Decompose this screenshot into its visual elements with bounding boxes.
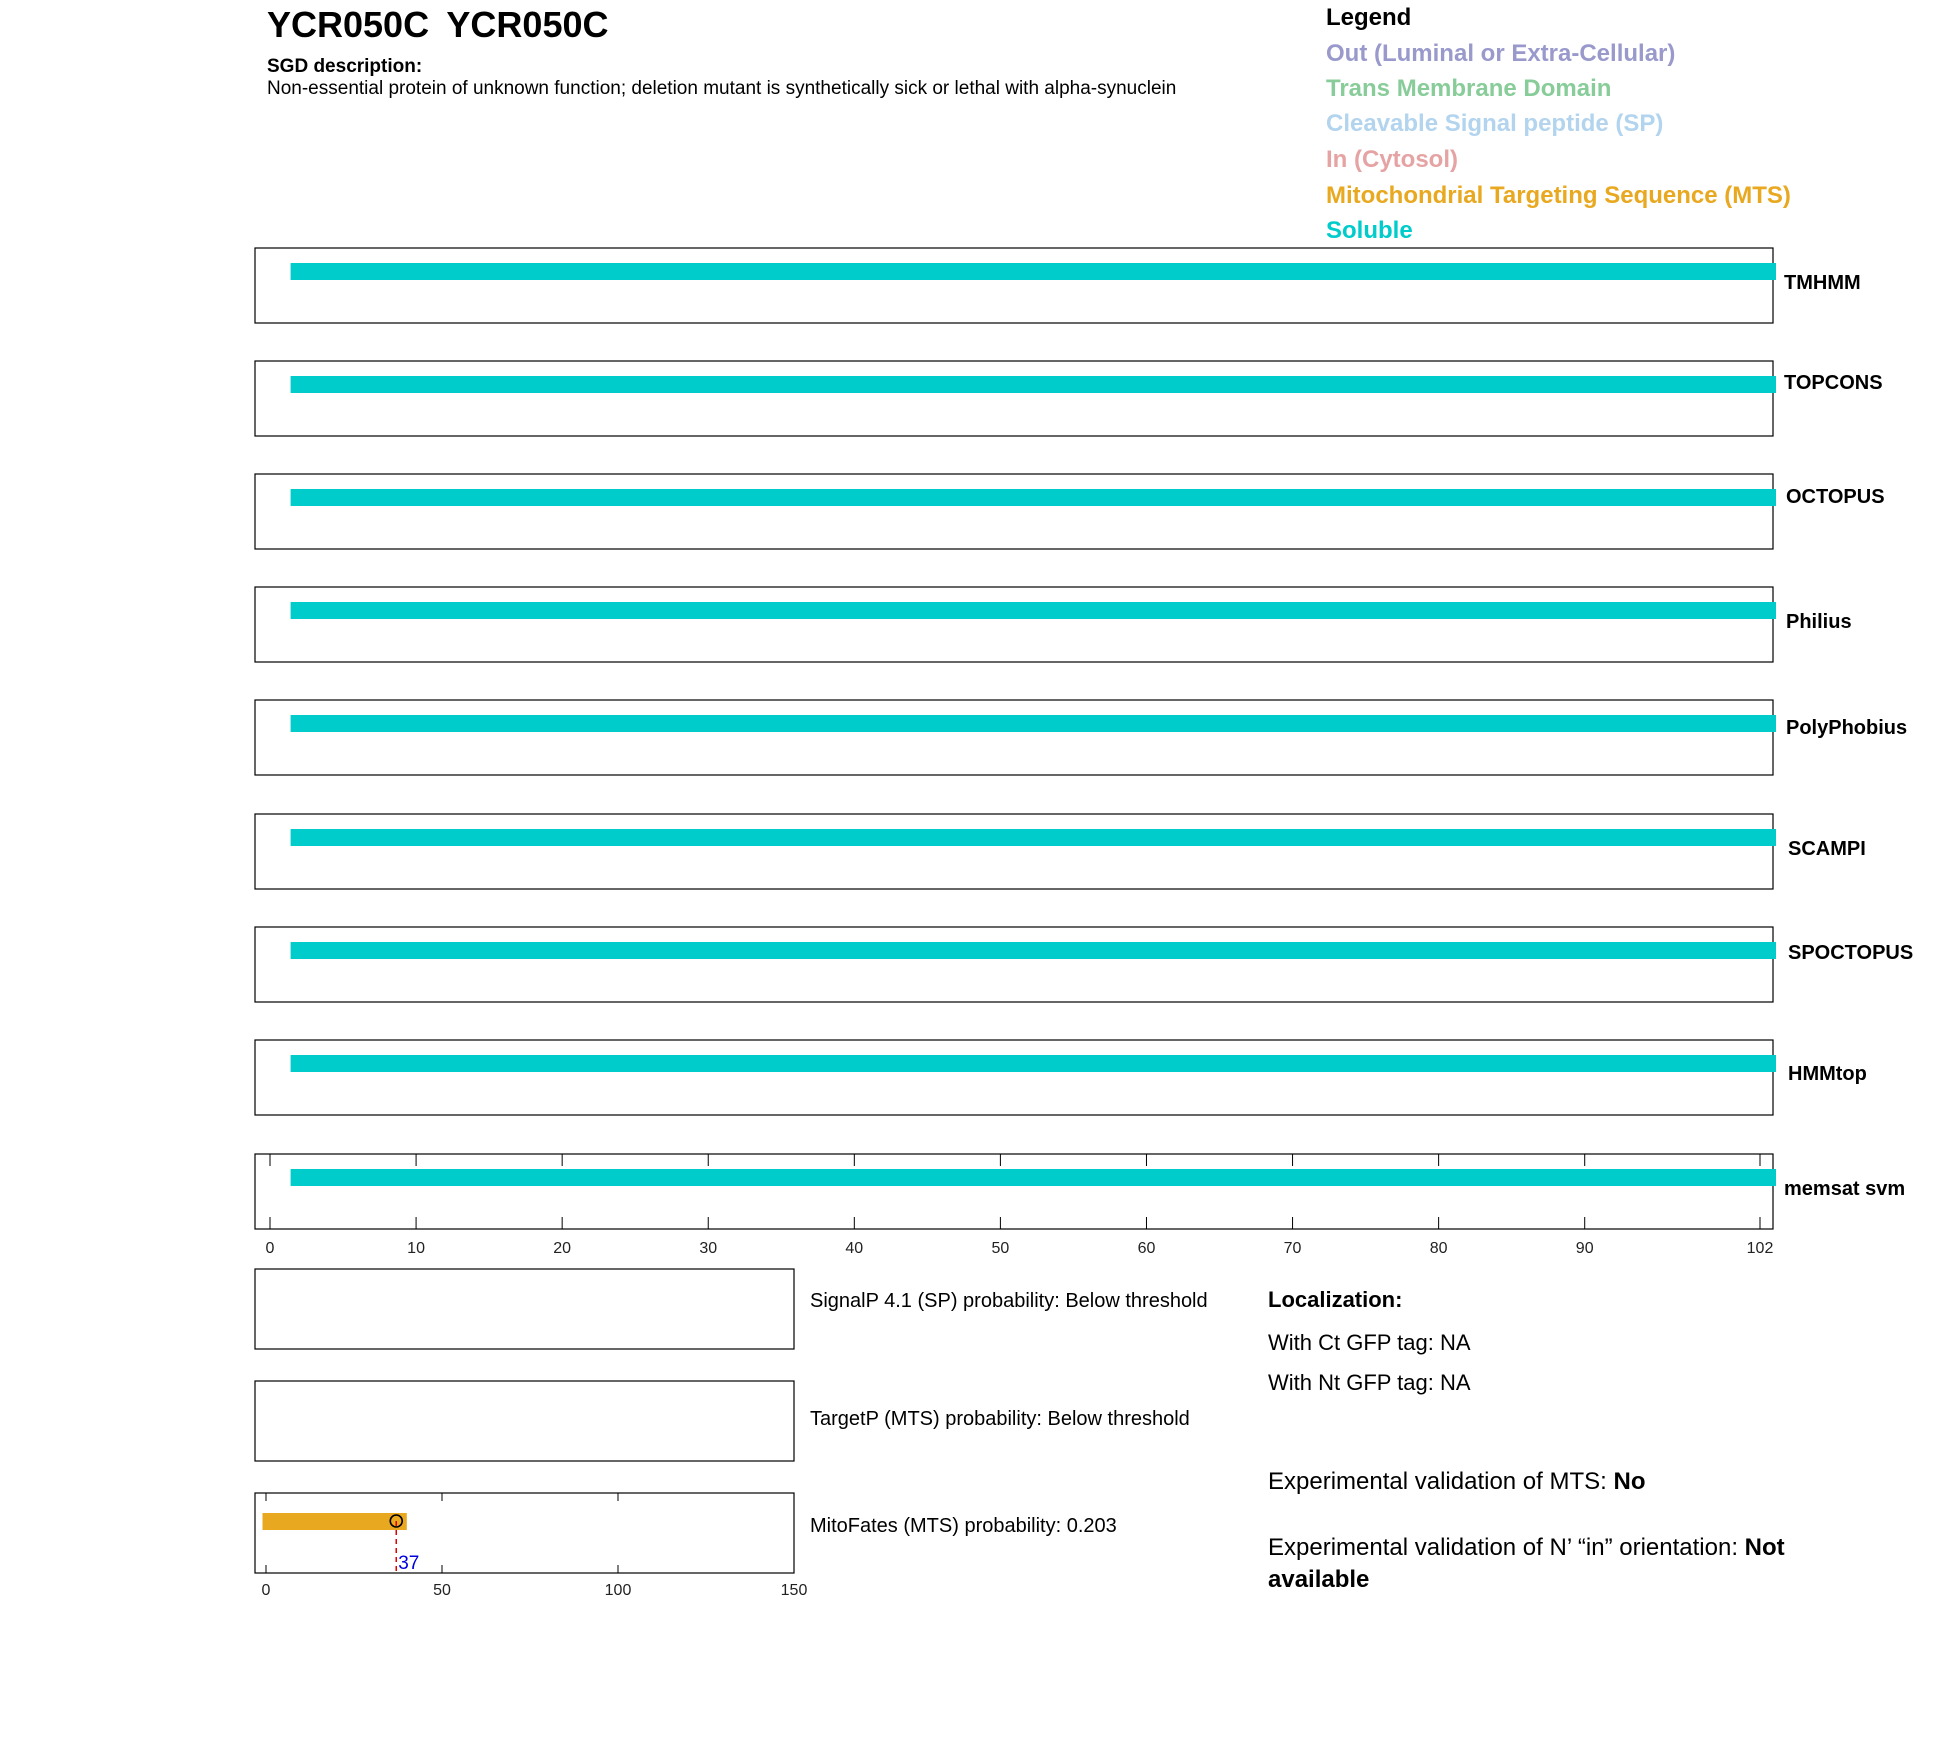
track-bar-philius [291,602,1776,619]
legend-item-sp: Cleavable Signal peptide (SP) [1326,110,1664,137]
mitofates-text: MitoFates (MTS) probability: 0.203 [810,1515,1117,1537]
experimental-nin-value: Not [1744,1534,1785,1561]
track-bar-topcons [291,376,1776,393]
legend-item-in: In (Cytosol) [1326,146,1458,173]
mitofates-panel [255,1493,794,1573]
mts-bar [262,1513,406,1530]
track-bar-spoctopus [291,942,1776,959]
signalp-panel [255,1269,794,1349]
track-box-topcons [255,361,1773,436]
track-label-topcons: TOPCONS [1784,372,1883,394]
track-bar-polyphobius [291,715,1776,732]
experimental-nin-value-cont: available [1268,1566,1370,1593]
targetp-panel [255,1381,794,1461]
track-label-spoctopus: SPOCTOPUS [1788,942,1914,964]
x-tick-label: 20 [553,1240,572,1257]
mito-tick-label: 50 [433,1582,451,1599]
x-tick-label: 80 [1429,1240,1448,1257]
track-box-hmmtop [255,1040,1773,1115]
legend-title: Legend [1326,4,1412,31]
mito-tick-label: 100 [604,1582,632,1599]
track-label-memsat-svm: memsat svm [1784,1178,1906,1200]
legend-item-mts: Mitochondrial Targeting Sequence (MTS) [1326,182,1791,209]
experimental-mts-value: No [1613,1468,1646,1495]
x-tick-label: 60 [1137,1240,1156,1257]
track-box-scampi [255,814,1773,889]
x-tick-label: 50 [991,1240,1010,1257]
x-tick-label: 30 [699,1240,718,1257]
track-box-polyphobius [255,700,1773,775]
page-title: YCR050C YCR050C [267,4,609,45]
legend-item-tm: Trans Membrane Domain [1326,75,1612,102]
track-box-spoctopus [255,927,1773,1002]
legend-item-out: Out (Luminal or Extra-Cellular) [1326,40,1676,67]
x-tick-label: 70 [1283,1240,1302,1257]
track-bar-memsat-svm [291,1169,1776,1186]
mito-tick-label: 150 [780,1582,808,1599]
track-bar-tmhmm [291,263,1776,280]
experimental-nin [1268,1534,1785,1562]
track-label-octopus: OCTOPUS [1786,486,1885,508]
track-box-philius [255,587,1773,662]
signalp-text: SignalP 4.1 (SP) probability: Below threshold [810,1290,1208,1312]
x-tick-label: 90 [1575,1240,1594,1257]
track-box-octopus [255,474,1773,549]
experimental-mts-label: Experimental validation of MTS: [1268,1468,1614,1495]
sgd-description-text: Non-essential protein of unknown function; deletion mutant is synthetically sick or lethal with alpha-synuclein [267,78,1177,99]
experimental-mts [1268,1468,1645,1496]
mts-cleavage-label: 37 [398,1553,420,1574]
track-label-scampi: SCAMPI [1788,838,1866,860]
localization-nt: With Nt GFP tag: NA [1268,1370,1471,1395]
track-label-polyphobius: PolyPhobius [1786,717,1908,739]
targetp-text: TargetP (MTS) probability: Below threshold [810,1408,1190,1430]
localization-ct: With Ct GFP tag: NA [1268,1330,1471,1355]
track-box-memsat-svm [255,1154,1773,1229]
experimental-nin-label: Experimental validation of N’ “in” orientation: [1268,1534,1745,1561]
prediction-panels [0,1260,1950,1620]
x-tick-label: 0 [265,1240,275,1257]
x-tick-label: 10 [407,1240,425,1257]
track-bar-hmmtop [291,1055,1776,1072]
legend-item-soluble: Soluble [1326,217,1413,244]
track-label-philius: Philius [1786,611,1852,633]
localization-title: Localization: [1268,1287,1403,1312]
x-tick-label: 102 [1746,1240,1774,1257]
track-label-hmmtop: HMMtop [1788,1063,1867,1085]
track-box-tmhmm [255,248,1773,323]
sgd-description-label: SGD description: [267,56,423,77]
mito-tick-label: 0 [261,1582,271,1599]
track-label-tmhmm: TMHMM [1784,272,1861,294]
track-bar-octopus [291,489,1776,506]
track-bar-scampi [291,829,1776,846]
x-tick-label: 40 [845,1240,864,1257]
